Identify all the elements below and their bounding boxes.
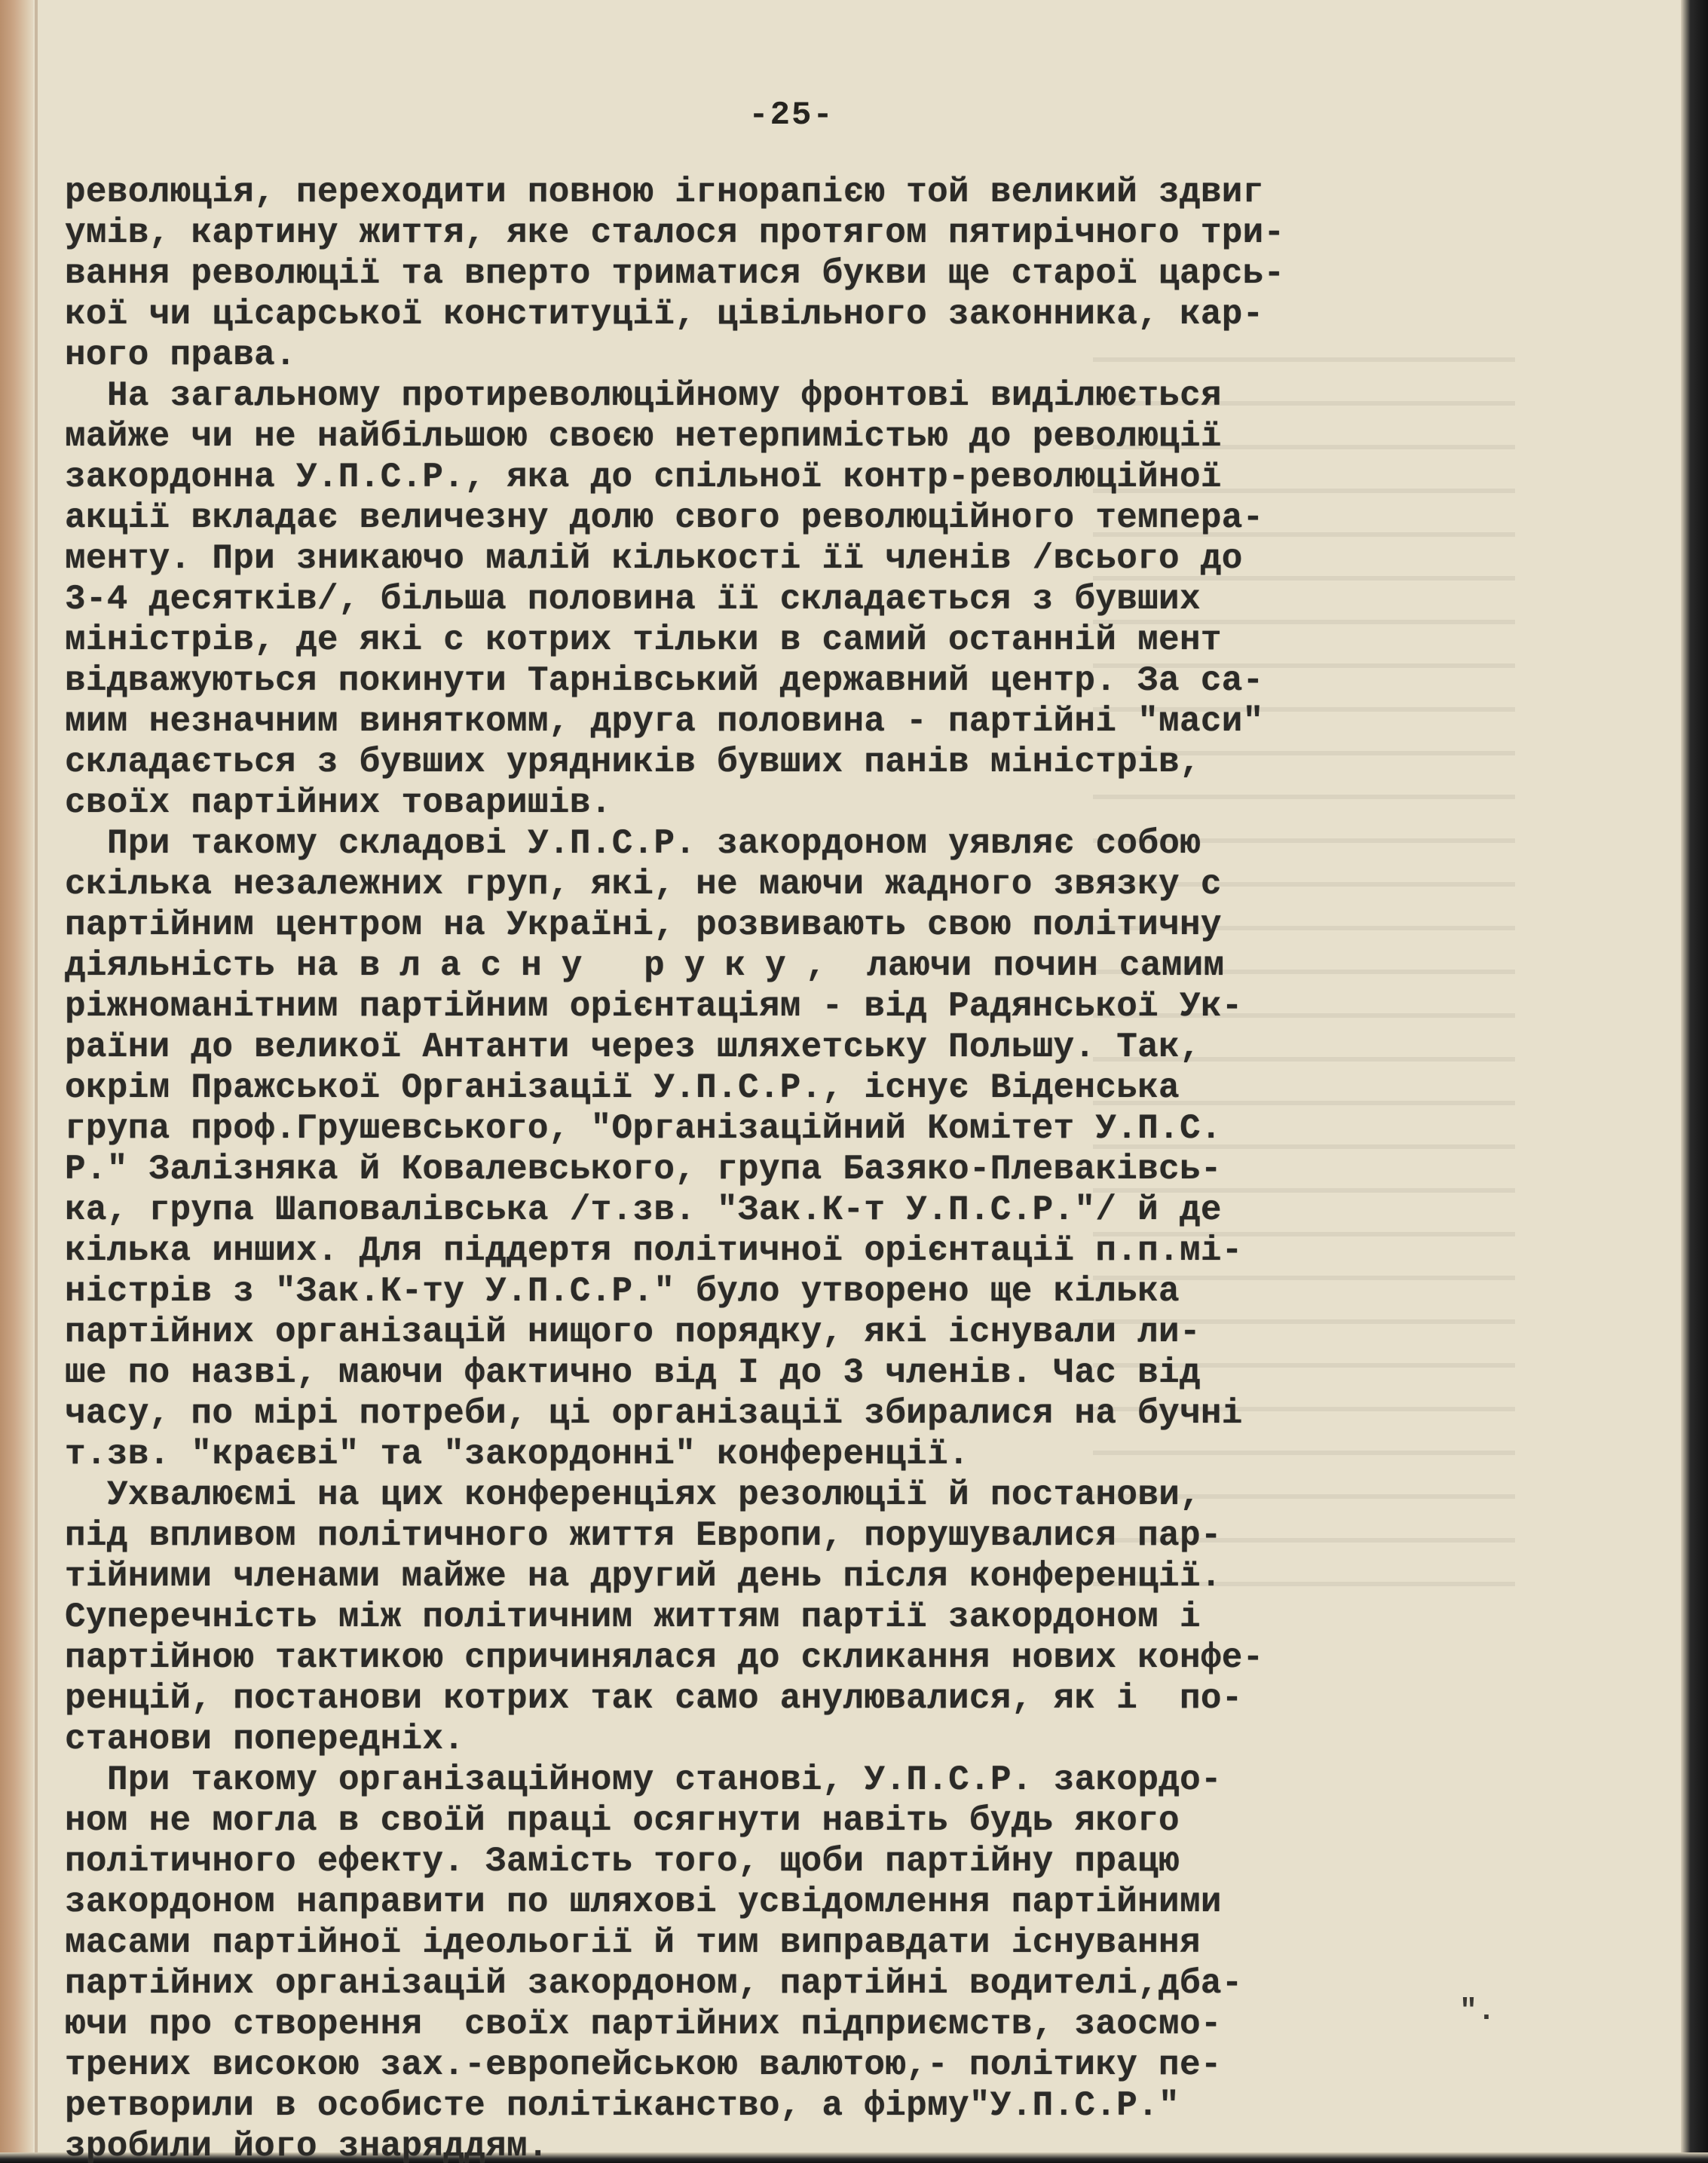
- text-line: кілька инших. Для піддертя політичної орієнтації п.п.мі-: [65, 1231, 1243, 1270]
- text-line: революція, переходити повною ігнорапією той великий здвиг: [65, 173, 1264, 212]
- text-line: ном не могла в своїй праці осягнути навіть будь якого: [65, 1801, 1180, 1840]
- text-fragment: діяльність на: [65, 946, 360, 985]
- text-line: умів, картину життя, яке сталося протягом пятирічного три-: [65, 213, 1285, 253]
- text-line: партійним центром на Україні, розвивають свою політичну: [65, 905, 1222, 945]
- paragraph-start-line: При такому організаційному станові, У.П.С.Р. закордо-: [107, 1760, 1222, 1800]
- text-line-spaced: [65, 945, 1497, 986]
- text-line: міністрів, де які с котрих тільки в самий останній мент: [65, 620, 1222, 660]
- text-line: кої чи цісарської конституції, цівільного законника, кар-: [65, 295, 1264, 334]
- text-line: ністрів з "Зак.К-ту У.П.С.Р." було утворено ще кілька: [65, 1272, 1180, 1311]
- text-line: ріжноманітним партійним орієнтаціям - від Радянської Ук-: [65, 987, 1243, 1026]
- text-line: станови попередніх.: [65, 1720, 465, 1759]
- binding-edge: [0, 0, 33, 2163]
- text-line: скілька незалежних груп, які, не маючи жадного звязку с: [65, 865, 1222, 904]
- spaced-emphasis: руку,: [644, 946, 846, 985]
- text-fragment: лаючи почин самим: [867, 946, 1225, 985]
- text-line: Суперечність між політичним життям партії закордоном і: [65, 1598, 1201, 1637]
- text-line: тійними членами майже на другий день після конференції.: [65, 1557, 1222, 1596]
- text-line: т.зв. "краєві" та "закордонні" конференції.: [65, 1435, 969, 1474]
- text-line: майже чи не найбільшою своєю нетерпимістью до революції: [65, 417, 1222, 456]
- page-number: -25-: [748, 97, 834, 134]
- text-line: партійних організацій закордоном, партійні водителі,дба-: [65, 1964, 1243, 2003]
- text-line: ка, група Шаповалівська /т.зв. "Зак.К-т У.П.С.Р."/ й де: [65, 1190, 1222, 1230]
- text-line: мим незначним виняткомм, друга половина - партійні "маси": [65, 702, 1264, 741]
- text-line: відважуються покинути Тарнівський державний центр. За са-: [65, 661, 1264, 700]
- paragraph-start-line: При такому складові У.П.С.Р. закордоном уявляє собою: [107, 824, 1201, 863]
- binding-line: [35, 0, 38, 2163]
- typed-text-body: [65, 172, 1497, 2163]
- text-line: Р." Залізняка й Ковалевського, група Базяко-Плеваківсь-: [65, 1150, 1222, 1189]
- text-line: зробили його знаряддям.: [65, 2127, 549, 2163]
- paragraph-start-line: Ухвалюємі на цих конференціях резолюції й постанови,: [107, 1475, 1201, 1515]
- text-line: часу, по мірі потреби, ці організації збиралися на бучні: [65, 1394, 1243, 1433]
- text-line: партійних організацій нищого порядку, які існували ли-: [65, 1313, 1201, 1352]
- text-line: під впливом політичного життя Европи, порушувалися пар-: [65, 1516, 1222, 1555]
- text-line: ючи про створення своїх партійних підприємств, заосмо-: [65, 2005, 1222, 2044]
- text-line: масами партійної ідеольогії й тим виправдати існування: [65, 1923, 1201, 1962]
- text-line: політичного ефекту. Замість того, щоби партійну працю: [65, 1842, 1180, 1881]
- text-line: раїни до великої Антанти через шляхетську Польшу. Так,: [65, 1028, 1201, 1067]
- text-line: акції вкладає величезну долю свого революційного темпера-: [65, 498, 1264, 538]
- text-line: окрім Пражської Організації У.П.С.Р., існує Віденська: [65, 1068, 1180, 1108]
- scan-right-edge: [1681, 0, 1708, 2163]
- text-line: партійною тактикою спричинялася до скликання нових конфе-: [65, 1638, 1264, 1677]
- text-line: ретворили в особисте політіканство, а фірму"У.П.С.Р.": [65, 2086, 1180, 2125]
- text-line: трених високою зах.-европейською валютою,- політику пе-: [65, 2045, 1222, 2085]
- text-line: менту. При зникаючо малій кількості її членів /всього до: [65, 539, 1243, 578]
- text-line: 3-4 десятків/, більша половина її складається з бувших: [65, 580, 1201, 619]
- text-line: закордонна У.П.С.Р., яка до спільної контр-революційної: [65, 458, 1222, 497]
- text-line: вання революції та вперто триматися букви ще старої царсь-: [65, 254, 1285, 293]
- text-line: закордоном направити по шляхові усвідомлення партійними: [65, 1883, 1222, 1922]
- text-line: складається з бувших урядників бувших панів міністрів,: [65, 743, 1201, 782]
- paragraph-start-line: На загальному протиреволюційному фронтові виділюється: [107, 376, 1222, 415]
- text-line: ренцій, постанови котрих так само анулювалися, як і по-: [65, 1679, 1243, 1718]
- bottom-mark: ".: [1459, 1995, 1496, 2029]
- text-line: ше по назві, маючи фактично від І до 3 членів. Час від: [65, 1353, 1201, 1392]
- text-line: своїх партійних товаришів.: [65, 783, 612, 823]
- text-line: група проф.Грушевського, "Організаційний Комітет У.П.С.: [65, 1109, 1222, 1148]
- spaced-emphasis: власну: [359, 946, 602, 985]
- text-line: ного права.: [65, 335, 296, 375]
